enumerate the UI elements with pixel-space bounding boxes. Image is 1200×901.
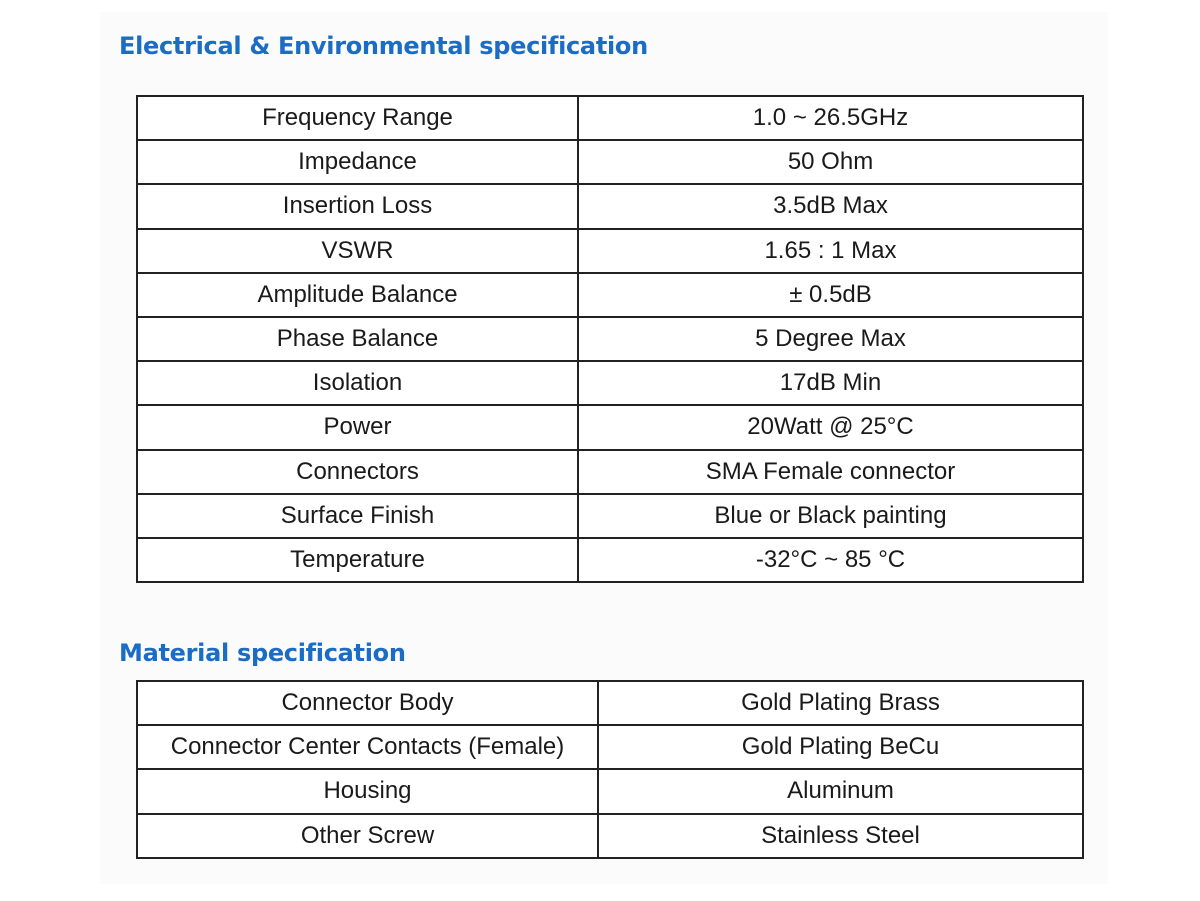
spec-parameter-power: Power: [137, 405, 578, 449]
spec-value-amplitude-balance: ± 0.5dB: [578, 273, 1083, 317]
spec-value-insertion-loss: 3.5dB Max: [578, 184, 1083, 228]
spec-value-vswr: 1.65 : 1 Max: [578, 229, 1083, 273]
table-row: [137, 361, 1083, 405]
material-value-center-contacts: Gold Plating BeCu: [598, 725, 1083, 769]
spec-value-phase-balance: 5 Degree Max: [578, 317, 1083, 361]
table-row: [137, 229, 1083, 273]
spec-value-isolation: 17dB Min: [578, 361, 1083, 405]
spec-parameter-insertion-loss: Insertion Loss: [137, 184, 578, 228]
table-row: [137, 538, 1083, 582]
material-value-housing: Aluminum: [598, 769, 1083, 813]
spec-parameter-temperature: Temperature: [137, 538, 578, 582]
table-row: [137, 140, 1083, 184]
spec-value-power: 20Watt @ 25°C: [578, 405, 1083, 449]
table-row: [137, 273, 1083, 317]
spec-parameter-frequency-range: Frequency Range: [137, 96, 578, 140]
table-row: [137, 681, 1083, 725]
spec-value-connectors: SMA Female connector: [578, 450, 1083, 494]
table-row: [137, 450, 1083, 494]
table-row: [137, 184, 1083, 228]
table-row: [137, 494, 1083, 538]
material-value-other-screw: Stainless Steel: [598, 814, 1083, 858]
spec-value-frequency-range: 1.0 ~ 26.5GHz: [578, 96, 1083, 140]
spec-value-surface-finish: Blue or Black painting: [578, 494, 1083, 538]
material-value-connector-body: Gold Plating Brass: [598, 681, 1083, 725]
table-row: [137, 725, 1083, 769]
spec-value-temperature: -32°C ~ 85 °C: [578, 538, 1083, 582]
spec-parameter-phase-balance: Phase Balance: [137, 317, 578, 361]
material-parameter-connector-body: Connector Body: [137, 681, 598, 725]
table-row: [137, 317, 1083, 361]
material-parameter-other-screw: Other Screw: [137, 814, 598, 858]
table-row: [137, 814, 1083, 858]
spec-parameter-impedance: Impedance: [137, 140, 578, 184]
spec-value-impedance: 50 Ohm: [578, 140, 1083, 184]
spec-parameter-connectors: Connectors: [137, 450, 578, 494]
table-row: [137, 96, 1083, 140]
material-spec-table: [136, 680, 1084, 859]
table-row: [137, 405, 1083, 449]
table-row: [137, 769, 1083, 813]
material-parameter-housing: Housing: [137, 769, 598, 813]
spec-parameter-vswr: VSWR: [137, 229, 578, 273]
material-parameter-center-contacts: Connector Center Contacts (Female): [137, 725, 598, 769]
electrical-spec-heading: Electrical & Environmental specification: [119, 32, 648, 60]
electrical-spec-table: [136, 95, 1084, 583]
material-spec-heading: Material specification: [119, 639, 406, 667]
spec-parameter-surface-finish: Surface Finish: [137, 494, 578, 538]
spec-parameter-isolation: Isolation: [137, 361, 578, 405]
spec-parameter-amplitude-balance: Amplitude Balance: [137, 273, 578, 317]
